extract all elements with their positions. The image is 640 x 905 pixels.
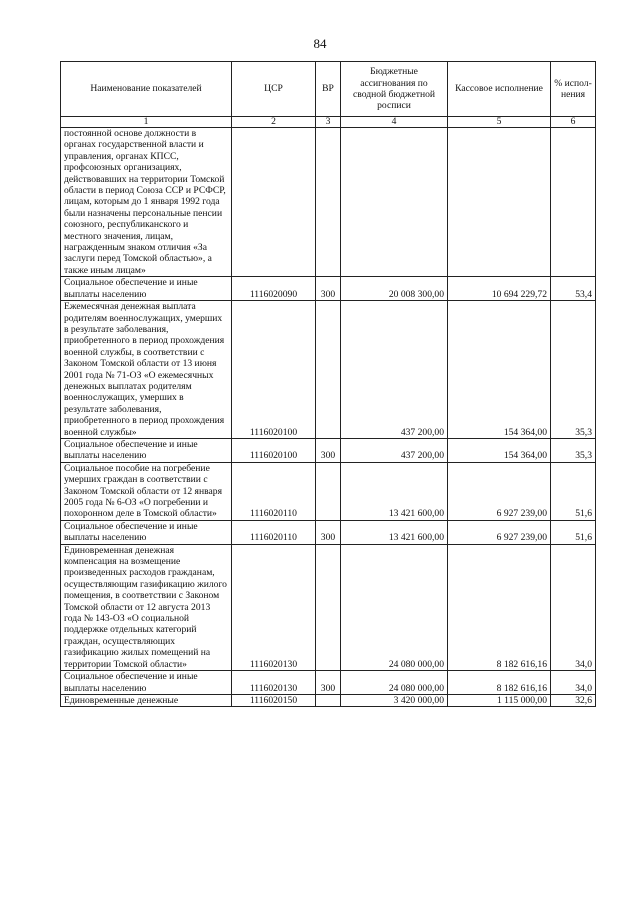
cell-vr	[316, 462, 341, 520]
cell-csr	[232, 128, 316, 277]
column-number: 5	[448, 117, 551, 128]
cell-indicator-name: Социальное пособие на погребение умерших граждан в соответствии с Законом Томской области от 12 января 2005 года № 6-ОЗ «О погребении и похоронном деле в Томской области»	[61, 462, 232, 520]
header-execution-percent: % испол-нения	[551, 62, 596, 117]
cell-indicator-name: Единовременная денежная компенсация на возмещение произведенных расходов гражданам, осуществляющим газификацию жилого помещения, в соответствии с Законом Томской области от 12 августа 2013 года № 143-ОЗ «О социальной поддержке отдельных категорий граждан, осуществляющих газификацию жилых помещений на территории Томской области»	[61, 544, 232, 670]
cell-budget: 24 080 000,00	[341, 671, 448, 695]
cell-indicator-name: Социальное обеспечение и иные выплаты населению	[61, 671, 232, 695]
cell-percent: 35,3	[551, 301, 596, 439]
cell-csr: 1116020110	[232, 462, 316, 520]
column-number: 1	[61, 117, 232, 128]
cell-vr: 300	[316, 520, 341, 544]
cell-vr: 300	[316, 277, 341, 301]
cell-vr: 300	[316, 671, 341, 695]
header-budget-allocations: Бюджетные ассигнования по сводной бюджетной росписи	[341, 62, 448, 117]
table-row	[61, 671, 596, 695]
cell-vr	[316, 128, 341, 277]
cell-cash: 8 182 616,16	[448, 671, 551, 695]
cell-vr: 300	[316, 438, 341, 462]
cell-budget: 13 421 600,00	[341, 462, 448, 520]
cell-budget: 437 200,00	[341, 438, 448, 462]
cell-cash: 8 182 616,16	[448, 544, 551, 670]
cell-vr	[316, 301, 341, 439]
cell-csr: 1116020110	[232, 520, 316, 544]
header-indicator-name: Наименование показателей	[61, 62, 232, 117]
table-row	[61, 520, 596, 544]
cell-budget: 20 008 300,00	[341, 277, 448, 301]
column-number: 3	[316, 117, 341, 128]
cell-percent: 34,0	[551, 544, 596, 670]
cell-indicator-name: Социальное обеспечение и иные выплаты населению	[61, 277, 232, 301]
header-vr: ВР	[316, 62, 341, 117]
cell-cash: 6 927 239,00	[448, 462, 551, 520]
cell-percent: 51,6	[551, 462, 596, 520]
page-number: 84	[313, 36, 327, 51]
cell-csr: 1116020100	[232, 301, 316, 439]
cell-budget: 3 420 000,00	[341, 694, 448, 706]
column-number: 2	[232, 117, 316, 128]
table-row	[61, 128, 596, 277]
cell-percent: 35,3	[551, 438, 596, 462]
cell-indicator-name: постоянной основе должности в органах государственной власти и управления, органах КПСС, профсоюзных организациях, действовавших на территории Томской области в период Союза ССР и РСФСР, лицам, которым до 1 января 1992 года были назначены персональные пенсии союзного, республиканского и местного значения, лицам, награжденным знаком отличия «За заслуги перед Томской областью», а также иным лицам»	[61, 128, 232, 277]
cell-indicator-name: Социальное обеспечение и иные выплаты населению	[61, 520, 232, 544]
cell-budget: 13 421 600,00	[341, 520, 448, 544]
cell-cash: 6 927 239,00	[448, 520, 551, 544]
cell-budget: 437 200,00	[341, 301, 448, 439]
cell-cash: 10 694 229,72	[448, 277, 551, 301]
cell-cash: 154 364,00	[448, 301, 551, 439]
column-number: 6	[551, 117, 596, 128]
cell-percent: 51,6	[551, 520, 596, 544]
cell-percent: 34,0	[551, 671, 596, 695]
table-row	[61, 544, 596, 670]
column-number-row	[61, 117, 596, 128]
cell-cash	[448, 128, 551, 277]
header-cash-execution: Кассовое исполнение	[448, 62, 551, 117]
cell-csr: 1116020130	[232, 671, 316, 695]
table-row	[61, 301, 596, 439]
table-row	[61, 277, 596, 301]
table-row	[61, 438, 596, 462]
cell-percent	[551, 128, 596, 277]
cell-indicator-name: Социальное обеспечение и иные выплаты населению	[61, 438, 232, 462]
cell-cash: 1 115 000,00	[448, 694, 551, 706]
table-row	[61, 694, 596, 706]
cell-csr: 1116020130	[232, 544, 316, 670]
cell-vr	[316, 694, 341, 706]
cell-cash: 154 364,00	[448, 438, 551, 462]
cell-indicator-name: Ежемесячная денежная выплата родителям военнослужащих, умерших в результате заболевания, приобретенного в период прохождения военной службы, в соответствии с Законом Томской области от 13 июня 2001 года № 71-ОЗ «О ежемесячных денежных выплатах родителям военнослужащих, умерших в результате заболевания, приобретенного в период прохождения военной службы»	[61, 301, 232, 439]
cell-indicator-name: Единовременные денежные	[61, 694, 232, 706]
header-csr: ЦСР	[232, 62, 316, 117]
cell-csr: 1116020090	[232, 277, 316, 301]
cell-csr: 1116020100	[232, 438, 316, 462]
table-header-row	[61, 62, 596, 117]
column-number: 4	[341, 117, 448, 128]
cell-percent: 53,4	[551, 277, 596, 301]
cell-budget	[341, 128, 448, 277]
table-row	[61, 462, 596, 520]
cell-budget: 24 080 000,00	[341, 544, 448, 670]
budget-execution-table	[60, 61, 596, 707]
cell-csr: 1116020150	[232, 694, 316, 706]
cell-percent: 32,6	[551, 694, 596, 706]
cell-vr	[316, 544, 341, 670]
